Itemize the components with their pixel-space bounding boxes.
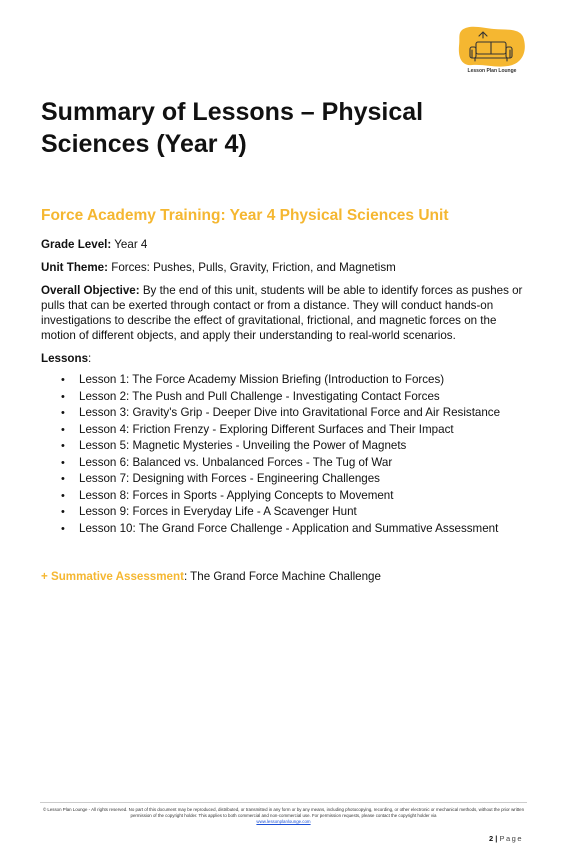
list-item: • Lesson 4: Friction Frenzy - Exploring Different Surfaces and Their Impact [79,422,523,439]
footer-website-link[interactable]: www.lessonplanlounge.com [256,819,311,824]
summative-assessment [41,569,523,584]
list-item: • Lesson 1: The Force Academy Mission Briefing (Introduction to Forces) [79,372,523,389]
list-item: • Lesson 8: Forces in Sports - Applying Concepts to Movement [79,488,523,505]
grade-level [41,237,523,252]
footer-copyright-text: © Lesson Plan Lounge - All rights reserved. No part of this document may be reproduced, distributed, or transmitted in any form or by any means, including photocopying, recording, or other electronic or mechanical methods, without the prior written permission of the copyright holder. This applies to both commercial and non-commercial use. For permission requests, please contact the copyright holder via [42,807,525,818]
list-item: • Lesson 6: Balanced vs. Unbalanced Forces - The Tug of War [79,455,523,472]
grade-level-label: Grade Level: [41,238,112,251]
grade-level-value: Year 4 [114,238,148,251]
list-item: • Lesson 2: The Push and Pull Challenge - Investigating Contact Forces [79,389,523,406]
overall-objective [41,283,523,343]
overall-objective-value: By the end of this unit, students will be able to identify forces as pushes or pulls that can be exerted through contact or from a distance. They will conduct hands-on investigations to describe the effect of gravitational, frictional, and magnetic forces on the motion of different objects, and apply their understanding to real-world scenarios. [41,284,523,342]
list-item: • Lesson 10: The Grand Force Challenge - Application and Summative Assessment [79,521,523,538]
logo-text: Lesson Plan Lounge [467,68,517,74]
lessons-list [41,372,523,537]
lesson-plan-lounge-logo [456,26,528,78]
unit-theme-label: Unit Theme: [41,261,108,274]
list-item: • Lesson 3: Gravity's Grip - Deeper Dive into Gravitational Force and Air Resistance [79,405,523,422]
overall-objective-label: Overall Objective: [41,284,140,297]
page-number-separator: | [495,834,498,843]
document-body [41,206,523,584]
summative-assessment-label: + Summative Assessment [41,570,184,583]
footer-divider [40,802,527,803]
page-number [489,834,523,843]
page-number-value: 2 [489,834,494,843]
list-item: • Lesson 7: Designing with Forces - Engineering Challenges [79,471,523,488]
sofa-logo-icon [456,26,528,68]
unit-heading: Force Academy Training: Year 4 Physical Sciences Unit [41,207,449,224]
page-title: Summary of Lessons – Physical Sciences (Year 4) [41,98,424,158]
footer-copyright [40,807,527,825]
summative-assessment-value: : The Grand Force Machine Challenge [183,570,381,583]
unit-theme-value: Forces: Pushes, Pulls, Gravity, Friction, and Magnetism [111,261,396,274]
page-number-word: Page [499,834,523,843]
lessons-label [41,351,523,366]
unit-theme [41,260,523,275]
list-item: • Lesson 5: Magnetic Mysteries - Unveiling the Power of Magnets [79,438,523,455]
list-item: • Lesson 9: Forces in Everyday Life - A Scavenger Hunt [79,504,523,521]
lessons-label-colon: : [88,352,92,365]
lessons-label-text: Lessons [41,352,89,365]
